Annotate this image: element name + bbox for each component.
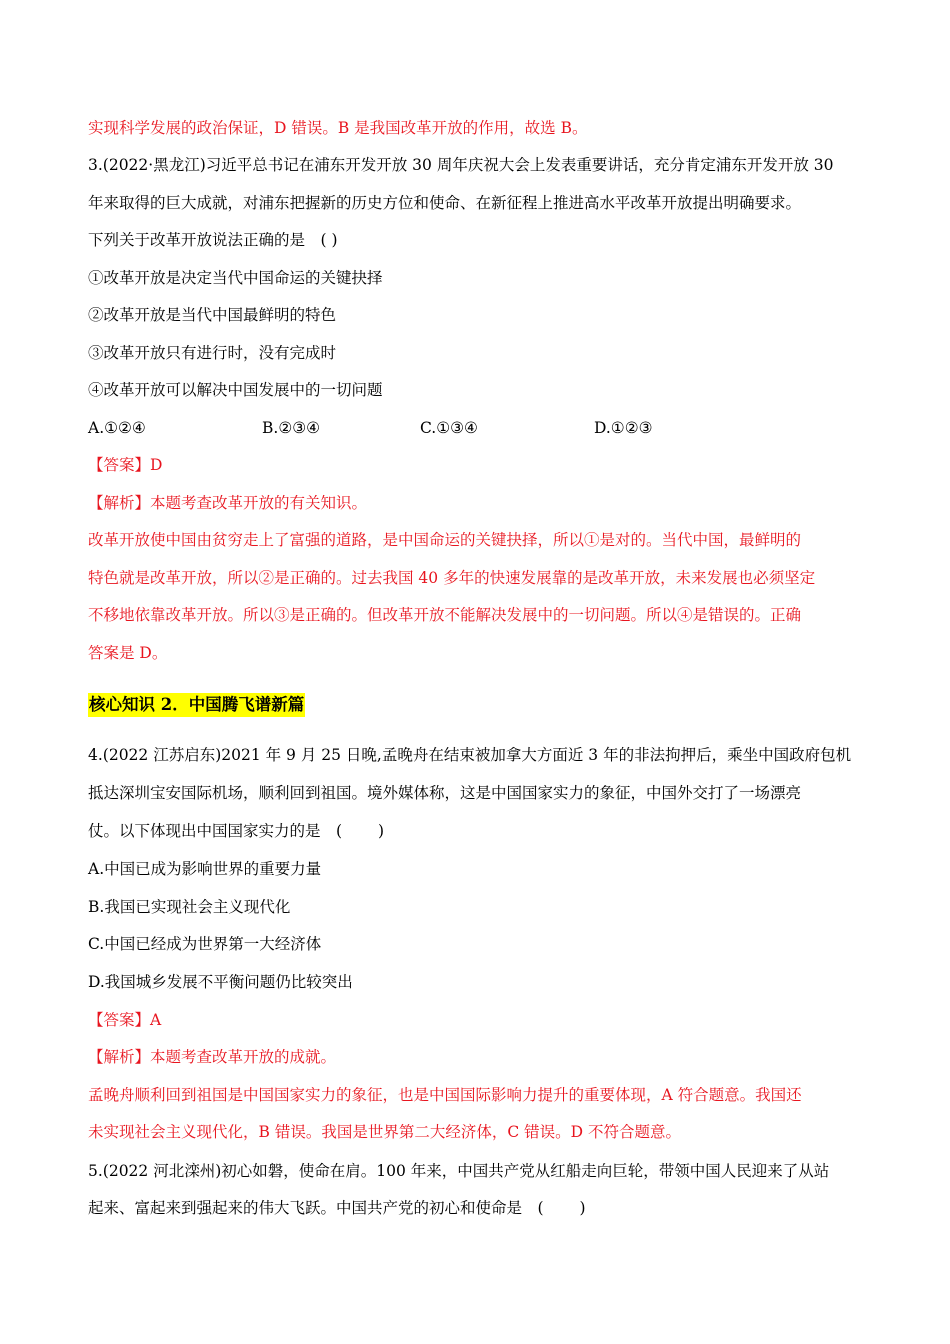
q4-stem-line-1: 4.(2022 江苏启东)2021 年 9 月 25 日晚,孟晚舟在结束被加拿大方面近 3 年的非法拘押后，乘坐中国政府包机 — [88, 746, 852, 764]
q4-answer — [88, 1009, 870, 1031]
q4-analysis-line-2: 未实现社会主义现代化，B 错误。我国是世界第二大经济体，C 错误。D 不符合题意。 — [88, 1123, 681, 1141]
q4-option-c: C.中国已经成为世界第一大经济体 — [88, 935, 322, 953]
answer-value: D — [150, 456, 163, 474]
prev-analysis-line: 实现科学发展的政治保证，D 错误。B 是我国改革开放的作用，故选 B。 — [88, 119, 588, 137]
q4-option-d: D.我国城乡发展不平衡问题仍比较突出 — [88, 973, 353, 991]
q3-analysis-line-1: 改革开放使中国由贫穷走上了富强的道路，是中国命运的关键抉择，所以①是对的。当代中国，最鲜明的 — [88, 531, 802, 549]
q4-stem-line-2: 抵达深圳宝安国际机场，顺利回到祖国。境外媒体称，这是中国国家实力的象征，中国外交打了一场漂亮 — [88, 784, 802, 802]
q5-stem-line-2: 起来、富起来到强起来的伟大飞跃。中国共产党的初心和使命是 ( ) — [88, 1199, 586, 1217]
q3-analysis-line-2: 特色就是改革开放，所以②是正确的。过去我国 40 多年的快速发展靠的是改革开放，未来发展也必须坚定 — [88, 569, 816, 587]
q3-statement-3: ③改革开放只有进行时，没有完成时 — [88, 344, 337, 362]
q3-analysis-line-3: 不移地依靠改革开放。所以③是正确的。但改革开放不能解决发展中的一切问题。所以④是错误的。正确 — [88, 606, 802, 624]
answer-label: 【答案】 — [88, 1011, 151, 1029]
q5-stem-line-1: 5.(2022 河北滦州)初心如磐，使命在肩。100 年来，中国共产党从红船走向巨轮，带领中国人民迎来了从站 — [88, 1162, 830, 1180]
answer-label: 【答案】 — [88, 456, 151, 474]
q3-option-b: B.②③④ — [262, 419, 321, 437]
q3-statement-2: ②改革开放是当代中国最鲜明的特色 — [88, 306, 337, 324]
q3-analysis-heading — [88, 492, 870, 514]
analysis-intro: 本题考查改革开放的有关知识。 — [150, 494, 368, 512]
q4-analysis-line-1: 孟晚舟顺利回到祖国是中国国家实力的象征，也是中国国际影响力提升的重要体现，A 符合题意。我国还 — [88, 1086, 802, 1104]
q3-stem-line-2: 年来取得的巨大成就，对浦东把握新的历史方位和使命、在新征程上推进高水平改革开放提出明确要求。 — [88, 194, 802, 212]
q4-option-a: A.中国已成为影响世界的重要力量 — [88, 860, 322, 878]
q3-stem-line-1: 3.(2022·黑龙江)习近平总书记在浦东开发开放 30 周年庆祝大会上发表重要讲话，充分肯定浦东开发开放 30 — [88, 156, 834, 174]
q3-analysis-line-4: 答案是 D。 — [88, 644, 168, 662]
analysis-intro: 本题考查改革开放的成就。 — [150, 1048, 337, 1066]
q4-stem-line-3: 仗。以下体现出中国国家实力的是 ( ) — [88, 822, 385, 840]
section-heading: 核心知识 2．中国腾飞谱新篇 — [88, 693, 305, 717]
q4-option-b: B.我国已实现社会主义现代化 — [88, 898, 291, 916]
q3-stem-line-3: 下列关于改革开放说法正确的是 ( ) — [88, 231, 338, 249]
q3-option-c: C.①③④ — [420, 419, 478, 437]
q3-option-d: D.①②③ — [594, 419, 653, 437]
q3-statement-1: ①改革开放是决定当代中国命运的关键抉择 — [88, 269, 383, 287]
analysis-label: 【解析】 — [88, 494, 151, 512]
q3-answer — [88, 454, 870, 476]
q3-option-a: A.①②④ — [88, 419, 146, 437]
q3-statement-4: ④改革开放可以解决中国发展中的一切问题 — [88, 381, 383, 399]
answer-value: A — [150, 1011, 162, 1029]
q4-analysis-heading — [88, 1046, 870, 1068]
analysis-label: 【解析】 — [88, 1048, 151, 1066]
